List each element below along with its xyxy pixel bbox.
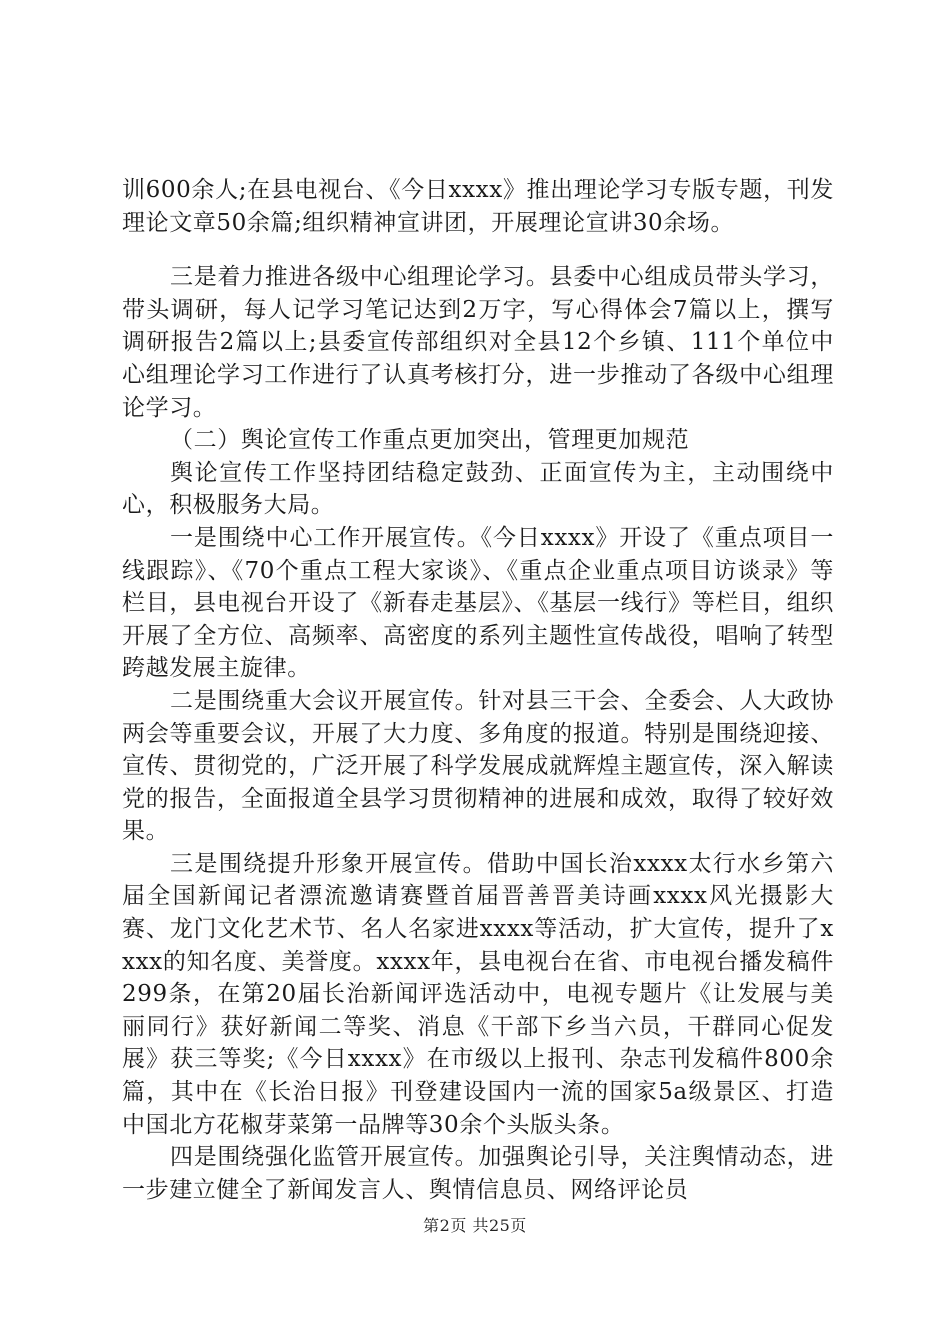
document-body <box>122 174 834 1206</box>
page-number: 第2页 共25页 <box>423 1216 527 1235</box>
paragraph-central-group-study: 三是着力推进各级中心组理论学习。县委中心组成员带头学习，带头调研，每人记学习笔记达到2万字，写心得体会7篇以上，撰写调研报告2篇以上;县委宣传部组织对全县12个乡镇、111个单位中心组理论学习工作进行了认真考核打分，进一步推动了各级中心组理论学习。 <box>122 264 834 421</box>
paragraph-image-promotion: 三是围绕提升形象开展宣传。借助中国长治xxxx太行水乡第六届全国新闻记者漂流邀请赛暨首届晋善晋美诗画xxxx风光摄影大赛、龙门文化艺术节、名人名家进xxxx等活动，扩大宣传，提升了xxxx的知名度、美誉度。xxxx年，县电视台在省、市电视台播发稿件299条，在第20届长治新闻评选活动中，电视专题片《让发展与美丽同行》获好新闻二等奖、消息《干部下乡当六员，干群同心促发展》获三等奖;《今日xxxx》在市级以上报刊、杂志刊发稿件800余篇，其中在《长治日报》刊登建设国内一流的国家5a级景区、打造中国北方花椒芽菜第一品牌等30余个头版头条。 <box>122 850 834 1138</box>
paragraph-intro: 舆论宣传工作坚持团结稳定鼓劲、正面宣传为主，主动围绕中心，积极服务大局。 <box>122 459 834 519</box>
paragraph-continuation: 训600余人;在县电视台、《今日xxxx》推出理论学习专版专题，刊发理论文章50余篇;组织精神宣讲团，开展理论宣讲30余场。 <box>122 177 834 236</box>
paragraph-supervision: 四是围绕强化监管开展宣传。加强舆论引导，关注舆情动态，进一步建立健全了新闻发言人、舆情信息员、网络评论员 <box>122 1144 834 1203</box>
paragraph-major-meetings: 二是围绕重大会议开展宣传。针对县三干会、全委会、人大政协两会等重要会议，开展了大力度、多角度的报道。特别是围绕迎接、宣传、贯彻党的，广泛开展了科学发展成就辉煌主题宣传，深入解读党的报告，全面报道全县学习贯彻精神的进展和成效，取得了较好效果。 <box>122 687 834 845</box>
paragraph-gap <box>122 239 834 261</box>
paragraph-central-work: 一是围绕中心工作开展宣传。《今日xxxx》开设了《重点项目一线跟踪》、《70个重点工程大家谈》、《重点企业重点项目访谈录》等栏目，县电视台开设了《新春走基层》、《基层一线行》等栏目，组织开展了全方位、高频率、高密度的系列主题性宣传战役，唱响了转型跨越发展主旋律。 <box>122 524 834 682</box>
section-heading: （二）舆论宣传工作重点更加突出，管理更加规范 <box>170 427 690 454</box>
